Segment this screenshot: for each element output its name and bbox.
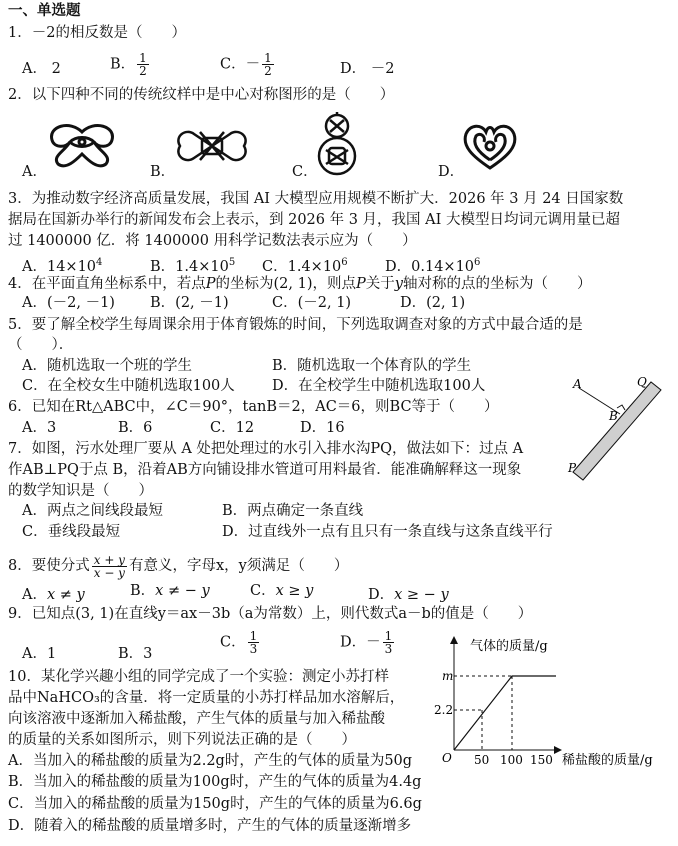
q4-option-b[interactable]: B．(2, －1) [150,295,229,311]
q9-stem: 9．已知点(3, 1)在直线y＝ax－3b（a为常数）上，则代数式a－b的值是（ ） [8,606,533,622]
q4-stem: 4．在平面直角坐标系中，若点P的坐标为(2, 1)，则点P关于y轴对称的点的坐标为（ ） [8,276,592,292]
q3-option-a[interactable]: A．$14\times 10^4$ [22,257,103,275]
q3-line-3: 过 1400000 亿．将 1400000 用科学记数法表示应为（ ） [8,233,417,249]
q5-option-a[interactable]: A．随机选取一个班的学生 [22,358,192,374]
x-tick-150: 150 [530,753,553,767]
section-title: 一、单选题 [8,2,81,19]
gas-mass-graph [420,632,676,774]
q5-line-1: 5．要了解全校学生每周课余用于体育锻炼的时间，下列选取调查对象的方式中最合适的是 [8,317,583,333]
fraction: $\frac{1}{3}$ [249,629,258,656]
x-tick-100: 100 [500,753,523,767]
q8-option-b[interactable]: B．x ≠ − y [130,583,210,599]
q2-option-a[interactable]: A． [22,164,47,180]
q10-option-a[interactable]: A．当加入的稀盐酸的质量为2.2g时，产生的气体的质量为50g [8,753,413,769]
x-axis-label: 稀盐酸的质量/g [562,753,653,768]
q1-option-c[interactable]: C．－ $\frac{1}{2}$ [220,51,272,78]
q3-line-2: 据局在国新办举行的新闻发布会上表示，到 2026 年 3 月，我国 AI 大模型日均词元调用量已超 [8,212,620,228]
drainage-figure [565,374,675,484]
q8-stem: 8．要使分式 $\frac{x + y}{x - y}$ 有意义，字母x，y须满足（ ） [8,552,349,580]
x-tick-50: 50 [474,753,490,767]
q7-option-b[interactable]: B．两点确定一条直线 [222,503,364,519]
q2-option-d[interactable]: D． [438,164,465,180]
q5-option-b[interactable]: B．随机选取一个体育队的学生 [272,358,472,374]
y-axis-label: 气体的质量/g [470,639,548,654]
gas-line [454,676,556,750]
q7-option-c[interactable]: C．垂线段最短 [22,524,121,540]
q2-stem: 2．以下四种不同的传统纹样中是中心对称图形的是（ ） [8,87,395,103]
q3-option-b[interactable]: B．$1.4\times 10^5$ [150,257,236,275]
q7-line-1: 7．如图，污水处理厂要从 A 处把处理过的水引入排水沟PQ，做法如下：过点 A [8,441,524,457]
fraction: $\frac{1}{2}$ [264,51,272,78]
q2-option-b[interactable]: B． [150,164,176,180]
point-q-label: Q [637,375,647,389]
q6-stem: 6．已知在Rt△ABC中，∠C＝90°，tanB＝2，AC＝6，则BC等于（ ） [8,399,499,415]
q8-option-c[interactable]: C．x ≥ y [250,583,314,599]
q6-option-c[interactable]: C．12 [210,420,255,436]
q2-option-c[interactable]: C． [292,164,318,180]
q1-option-d[interactable]: D． －2 [340,61,395,77]
fraction: $\frac{1}{2}$ [139,51,147,78]
q3-option-d[interactable]: D．$0.14\times 10^6$ [385,257,481,275]
knot-pattern-icon [40,122,124,170]
q10-line-2: 品中NaHCO₃的含量．将一定质量的小苏打样品加水溶解后， [8,690,405,706]
q10-option-b[interactable]: B．当加入的稀盐酸的质量为100g时，产生的气体的质量为4.4g [8,774,422,790]
q6-option-d[interactable]: D．16 [300,420,345,436]
gourd-knot-icon [312,110,362,178]
q9-option-b[interactable]: B．3 [118,646,153,662]
point-p-label: P [568,461,577,475]
point-b-label: B [609,409,618,423]
q9-option-c[interactable]: C． $\frac{1}{3}$ [220,629,258,656]
q10-line-1: 10．某化学兴趣小组的同学完成了一个实验：测定小苏打样 [8,669,389,685]
q8-option-a[interactable]: A．x ≠ y [22,587,85,603]
q1-option-a[interactable]: A． 2 [22,61,61,77]
q3-option-c[interactable]: C．$1.4\times 10^6$ [262,257,348,275]
y-tick-m: m [442,669,454,683]
q6-option-a[interactable]: A．3 [22,420,57,436]
q5-line-2: （ ）． [8,337,74,353]
q10-line-4: 的质量的关系如图所示，则下列说法正确的是（ ） [8,732,356,748]
q1-stem: 1．－2的相反数是（ ） [8,25,186,41]
q6-option-b[interactable]: B．6 [118,420,153,436]
q8-option-d[interactable]: D．x ≥ − y [368,587,449,603]
q5-option-c[interactable]: C．在全校女生中随机选取100人 [22,378,235,394]
y-tick-22: 2.2 [434,703,454,717]
q10-line-3: 向该溶液中逐渐加入稀盐酸，产生气体的质量与加入稀盐酸 [8,711,385,727]
q7-option-a[interactable]: A．两点之间线段最短 [22,503,163,519]
q9-option-d[interactable]: D．－ $\frac{1}{3}$ [340,629,393,656]
q7-option-d[interactable]: D．过直线外一点有且只有一条直线与这条直线平行 [222,524,553,540]
origin-label: O [442,751,452,765]
cloud-scroll-icon [460,122,520,172]
q10-option-c[interactable]: C．当加入的稀盐酸的质量为150g时，产生的气体的质量为6.6g [8,796,422,812]
q1-option-b[interactable]: B． $\frac{1}{2}$ [110,51,147,78]
q3-line-1: 3．为推动数字经济高质量发展，我国 AI 大模型应用规模不断扩大．2026 年 3 月 24 日国家数 [8,191,624,207]
fraction: $\frac{1}{3}$ [384,629,393,656]
q4-option-c[interactable]: C．(－2, 1) [272,295,352,311]
q7-line-3: 的数学知识是（ ） [8,483,153,499]
q7-line-2: 作AB⊥PQ于点 B，沿着AB方向铺设排水管道可用料最省．能准确解释这一现象 [8,462,522,478]
q4-option-d[interactable]: D．(2, 1) [400,295,466,311]
fraction: $\frac{x + y}{x - y}$ [93,552,125,580]
q9-option-a[interactable]: A．1 [22,646,57,662]
q10-option-d[interactable]: D．随着入的稀盐酸的质量增多时，产生的气体的质量逐渐增多 [8,818,412,834]
endless-knot-icon [172,122,252,170]
q4-option-a[interactable]: A．(－2, －1) [22,295,115,311]
q5-option-d[interactable]: D．在全校学生中随机选取100人 [272,378,486,394]
point-a-label: A [573,377,582,391]
